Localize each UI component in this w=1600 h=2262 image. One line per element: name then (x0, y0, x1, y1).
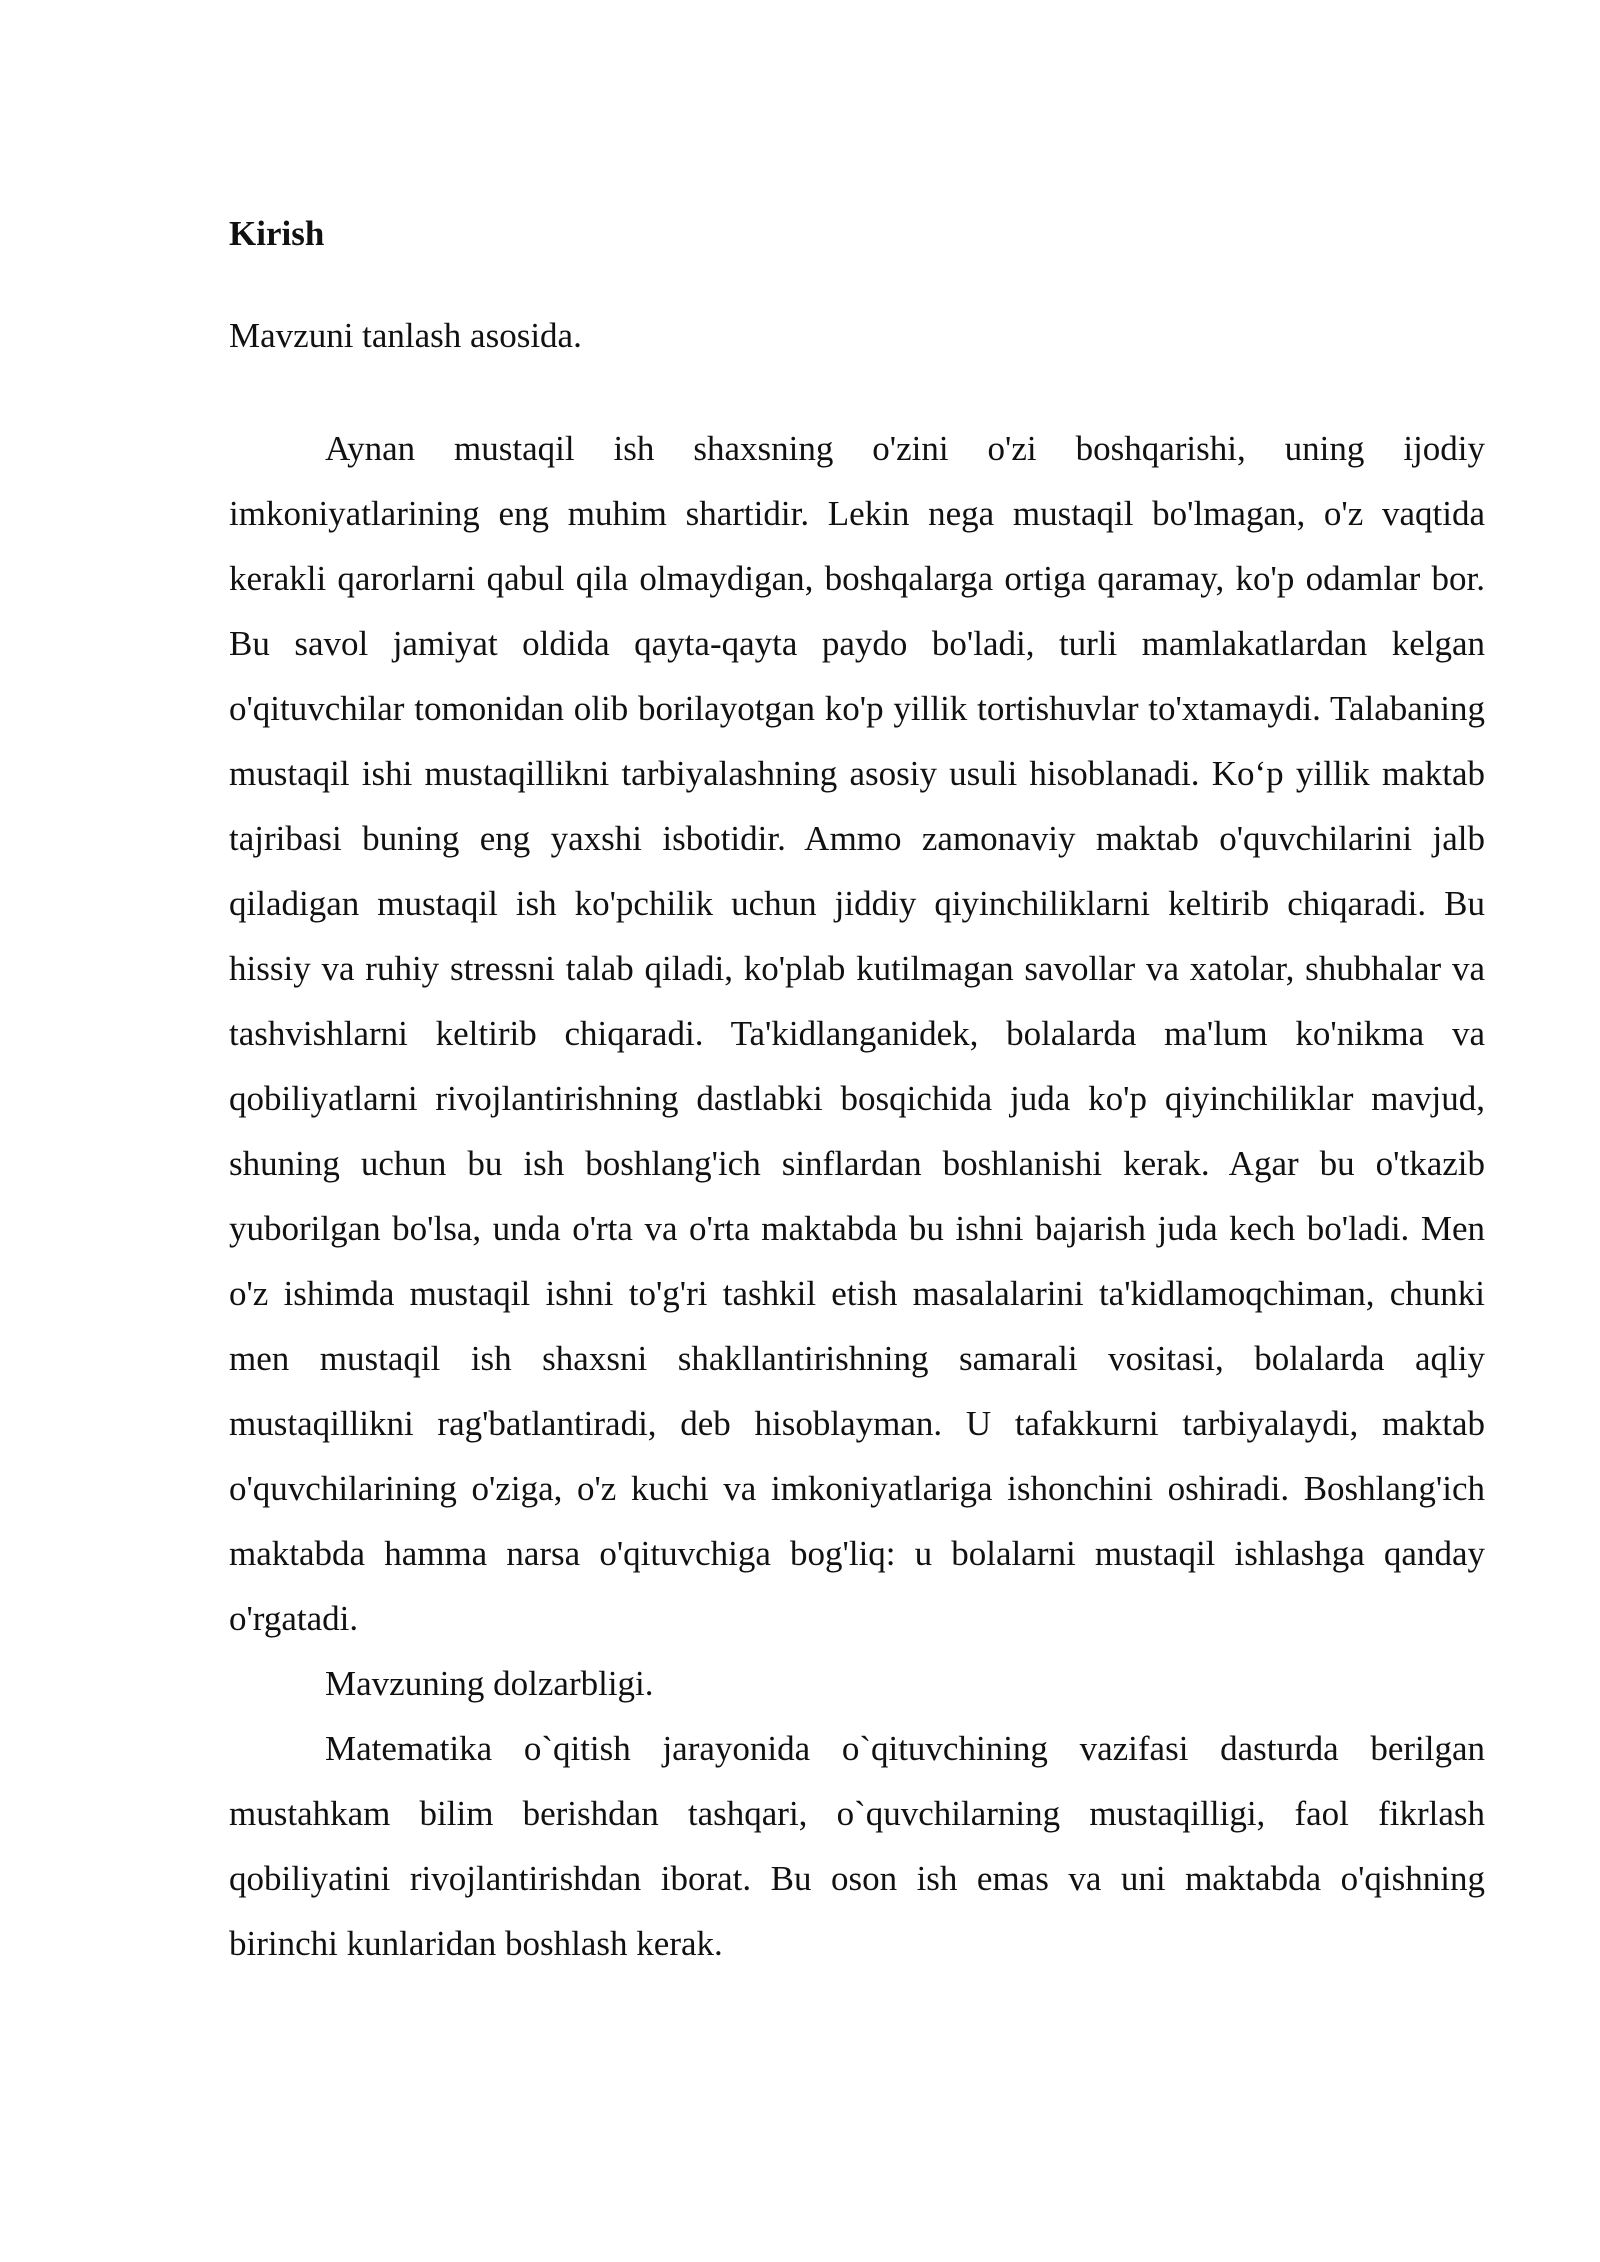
section-heading: Kirish (229, 214, 325, 253)
relevance-heading: Mavzuning dolzarbligi. (325, 1664, 654, 1703)
document-body (229, 212, 1485, 1976)
math-teaching-paragraph: Matematika o`qitish jarayonida o`qituvchining vazifasi dasturda berilgan mustahkam bilim berishdan tashqari, o`quvchilarning mustaqilligi, faol fikrlash qobiliyatini rivojlantirishdan iborat. Bu oson ish emas va uni maktabda o'qishning birinchi kunlaridan boshlash kerak. (229, 1729, 1485, 1963)
topic-choice-label: Mavzuni tanlash asosida. (229, 316, 582, 355)
intro-paragraph: Aynan mustaqil ish shaxsning o'zini o'zi boshqarishi, uning ijodiy imkoniyatlarining eng muhim shartidir. Lekin nega mustaqil bo'lmagan, o'z vaqtida kerakli qarorlarni qabul qila olmaydigan, boshqalarga ortiga qaramay, ko'p odamlar bor. Bu savol jamiyat oldida qayta-qayta paydo bo'ladi, turli mamlakatlardan kelgan o'qituvchilar tomonidan olib borilayotgan ko'p yillik tortishuvlar to'xtamaydi. Talabaning mustaqil ishi mustaqillikni tarbiyalashning asosiy usuli hisoblanadi. Koʻp yillik maktab tajribasi buning eng yaxshi isbotidir. Ammo zamonaviy maktab o'quvchilarini jalb qiladigan mustaqil ish ko'pchilik uchun jiddiy qiyinchiliklarni keltirib chiqaradi. Bu hissiy va ruhiy stressni talab qiladi, ko'plab kutilmagan savollar va xatolar, shubhalar va tashvishlarni keltirib chiqaradi. Ta'kidlanganidek, bolalarda ma'lum ko'nikma va qobiliyatlarni rivojlantirishning dastlabki bosqichida juda ko'p qiyinchiliklar mavjud, shuning uchun bu ish boshlang'ich sinflardan boshlanishi kerak. Agar bu o'tkazib yuborilgan bo'lsa, unda o'rta va o'rta maktabda bu ishni bajarish juda kech bo'ladi. Men o'z ishimda mustaqil ishni to'g'ri tashkil etish masalalarini ta'kidlamoqchiman, chunki men mustaqil ish shaxsni shakllantirishning samarali vositasi, bolalarda aqliy mustaqillikni rag'batlantiradi, deb hisoblayman. U tafakkurni tarbiyalaydi, maktab o'quvchilarining o'ziga, o'z kuchi va imkoniyatlariga ishonchini oshiradi. Boshlang'ich maktabda hamma narsa o'qituvchiga bog'liq: u bolalarni mustaqil ishlashga qanday o'rgatadi. (229, 429, 1485, 1638)
